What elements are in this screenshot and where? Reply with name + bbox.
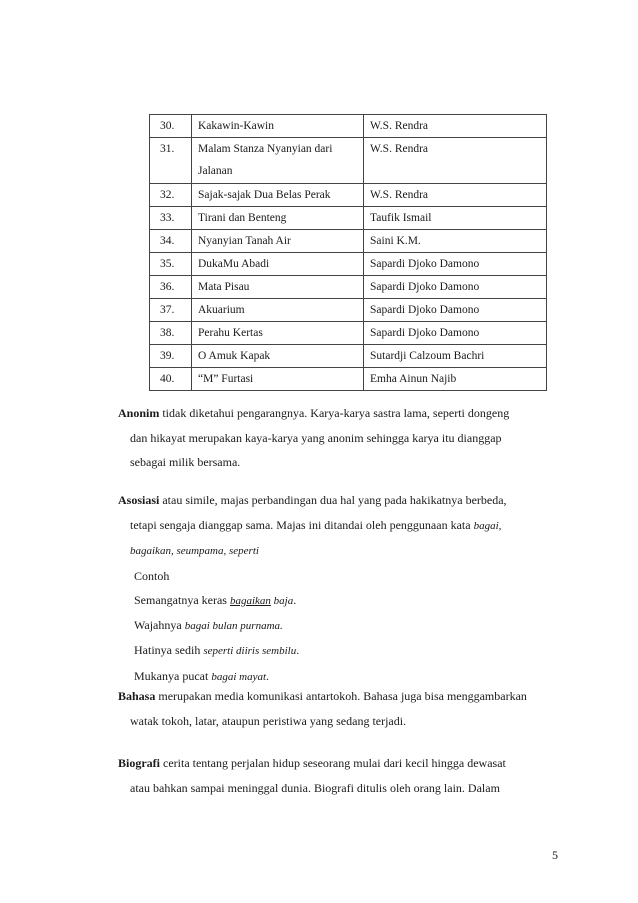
- row-number: 37.: [150, 299, 192, 322]
- work-author: Sapardi Djoko Damono: [364, 276, 547, 299]
- entry-biografi-line2: atau bahkan sampai meninggal dunia. Biografi ditulis oleh orang lain. Dalam: [130, 780, 500, 795]
- row-number: 35.: [150, 253, 192, 276]
- example-2: Wajahnya bagai bulan purnama.: [134, 618, 283, 633]
- work-title: Malam Stanza Nyanyian dari Jalanan: [192, 138, 364, 184]
- work-title: DukaMu Abadi: [192, 253, 364, 276]
- entry-bahasa-line1: Bahasa merupakan media komunikasi antartokoh. Bahasa juga bisa menggambarkan: [118, 689, 527, 703]
- work-author: Emha Ainun Najib: [364, 368, 547, 391]
- table-row: [150, 276, 547, 299]
- example-3: Hatinya sedih seperti diiris sembilu.: [134, 643, 300, 658]
- table-row: [150, 253, 547, 276]
- table-row: [150, 115, 547, 138]
- table-row: [150, 368, 547, 391]
- table-row: [150, 138, 547, 184]
- entry-bahasa: [118, 684, 562, 733]
- work-author: Sapardi Djoko Damono: [364, 322, 547, 345]
- entry-biografi: [118, 751, 562, 800]
- literary-works-table: [149, 114, 547, 391]
- work-title: Akuarium: [192, 299, 364, 322]
- entry-bahasa-line2: watak tokoh, latar, ataupun peristiwa yang sedang terjadi.: [130, 713, 407, 728]
- work-title: Tirani dan Benteng: [192, 207, 364, 230]
- row-number: 34.: [150, 230, 192, 253]
- entry-asosiasi-line2: tetapi sengaja dianggap sama. Majas ini ditandai oleh penggunaan kata bagai,: [130, 517, 502, 532]
- work-title: Sajak-sajak Dua Belas Perak: [192, 184, 364, 207]
- work-author: Taufik Ismail: [364, 207, 547, 230]
- work-author: Sutardji Calzoum Bachri: [364, 345, 547, 368]
- row-number: 39.: [150, 345, 192, 368]
- work-author: Sapardi Djoko Damono: [364, 253, 547, 276]
- table-row: [150, 230, 547, 253]
- entry-anonim-line1: Anonim tidak diketahui pengarangnya. Karya-karya sastra lama, seperti dongeng: [118, 406, 510, 420]
- work-title: O Amuk Kapak: [192, 345, 364, 368]
- work-title: Nyanyian Tanah Air: [192, 230, 364, 253]
- entry-anonim-line3: sebagai milik bersama.: [130, 455, 241, 469]
- row-number: 40.: [150, 368, 192, 391]
- page-number: 5: [552, 848, 558, 862]
- table-row: [150, 207, 547, 230]
- work-author: W.S. Rendra: [364, 184, 547, 207]
- entry-asosiasi-line1: Asosiasi atau simile, majas perbandingan dua hal yang pada hakikatnya berbeda,: [118, 493, 507, 507]
- row-number: 38.: [150, 322, 192, 345]
- entry-anonim-line2: dan hikayat merupakan kaya-karya yang anonim sehingga karya itu dianggap: [130, 430, 502, 445]
- example-4: Mukanya pucat bagai mayat.: [134, 668, 270, 683]
- row-number: 36.: [150, 276, 192, 299]
- table-row: [150, 322, 547, 345]
- table-row: [150, 345, 547, 368]
- term-bahasa: Bahasa: [118, 689, 156, 703]
- row-number: 32.: [150, 184, 192, 207]
- work-author: W.S. Rendra: [364, 115, 547, 138]
- entry-asosiasi-line3: bagaikan, seumpama, seperti: [130, 545, 259, 557]
- work-author: Saini K.M.: [364, 230, 547, 253]
- row-number: 30.: [150, 115, 192, 138]
- table-row: [150, 184, 547, 207]
- term-biografi: Biografi: [118, 756, 160, 770]
- work-title: Perahu Kertas: [192, 322, 364, 345]
- term-asosiasi: Asosiasi: [118, 493, 160, 507]
- contoh-label: Contoh: [134, 568, 170, 583]
- work-author: W.S. Rendra: [364, 138, 547, 184]
- work-title: Mata Pisau: [192, 276, 364, 299]
- term-anonim: Anonim: [118, 406, 160, 420]
- entry-biografi-line1: Biografi cerita tentang perjalan hidup seseorang mulai dari kecil hingga dewasat: [118, 756, 506, 770]
- entry-anonim: [118, 401, 562, 475]
- work-title: Kakawin-Kawin: [192, 115, 364, 138]
- row-number: 31.: [150, 138, 192, 184]
- entry-asosiasi: [118, 488, 562, 689]
- example-1: Semangatnya keras bagaikan baja.: [134, 592, 297, 607]
- work-author: Sapardi Djoko Damono: [364, 299, 547, 322]
- work-title: “M” Furtasi: [192, 368, 364, 391]
- row-number: 33.: [150, 207, 192, 230]
- table-row: [150, 299, 547, 322]
